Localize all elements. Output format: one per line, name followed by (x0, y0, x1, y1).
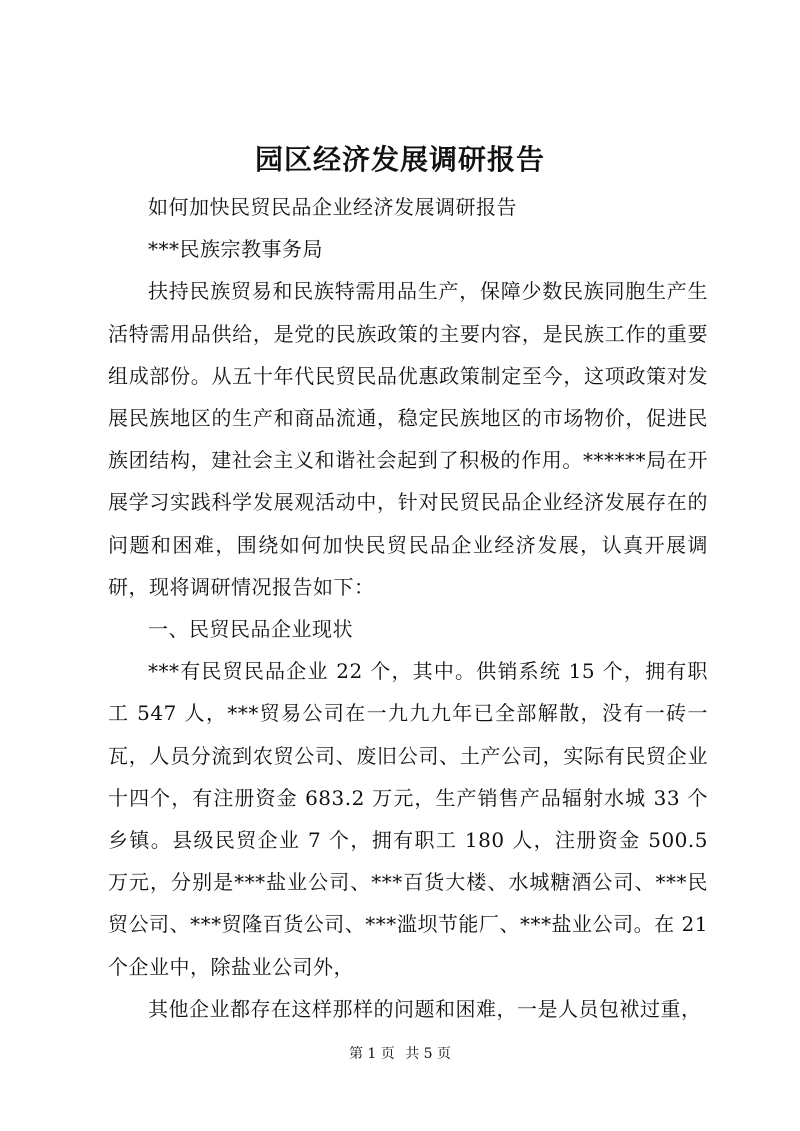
page-footer (0, 1044, 800, 1064)
status-paragraph: ***有民贸民品企业 22 个，其中。供销系统 15 个，拥有职工 547 人，***贸易公司在一九九九年已全部解散，没有一砖一瓦，人员分流到农贸公司、废旧公司、土产公司，实际有民贸企业十四个，有注册资金 683.2 万元，生产销售产品辐射水城 33 个乡镇。县级民贸企业 7 个，拥有职工 180 人，注册资金 500.5 万元，分别是***盐业公司、***百货大楼、水城糖酒公司、***民贸公司、***贸隆百货公司、***滥坝节能厂、***盐业公司。在 21 个企业中，除盐业公司外， (108, 659, 708, 979)
page-number: 第 1 页 (348, 1046, 395, 1062)
page-title: 园区经济发展调研报告 (254, 143, 545, 176)
problems-paragraph: 其他企业都存在这样那样的问题和困难，一是人员包袱过重， (148, 996, 702, 1021)
report-subtitle: 如何加快民贸民品企业经济发展调研报告 (148, 195, 517, 219)
report-author: ***民族宗教事务局 (148, 237, 323, 262)
section-heading: 一、民贸民品企业现状 (148, 617, 353, 642)
document-body (108, 186, 708, 1030)
page-total: 共 5 页 (405, 1046, 452, 1062)
intro-paragraph: 扶持民族贸易和民族特需用品生产，保障少数民族同胞生产生活特需用品供给，是党的民族政策的主要内容，是民族工作的重要组成部份。从五十年代民贸民品优惠政策制定至今，这项政策对发展民族地区的生产和商品流通，稳定民族地区的市场物价，促进民族团结构，建社会主义和谐社会起到了积极的作用。******局在开展学习实践科学发展观活动中，针对民贸民品企业经济发展存在的问题和困难，围绕如何加快民贸民品企业经济发展，认真开展调研，现将调研情况报告如下： (108, 279, 708, 599)
